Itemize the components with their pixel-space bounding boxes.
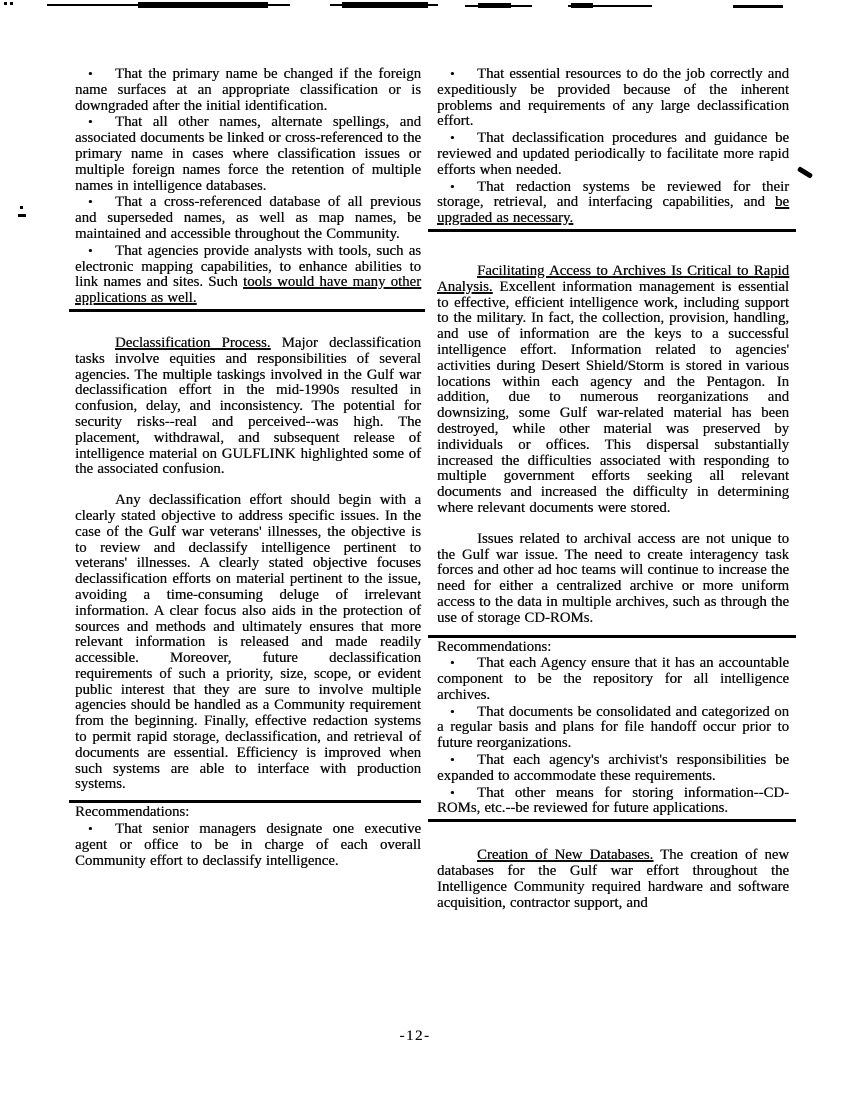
recommendations-label: Recommendations: [75, 804, 190, 821]
bullet-marker: • [88, 114, 93, 130]
bullet-text: That essential resources to do the job correctly and expeditiously be provided because of the inherent problems and requirements of any large declassification effort. [437, 66, 789, 130]
scan-artifact [10, 2, 13, 5]
scan-artifact [138, 2, 268, 8]
section-divider-rule [69, 309, 425, 312]
recommendations-rule [69, 800, 421, 803]
recommendations-label: Recommendations: [437, 638, 552, 655]
paragraph [437, 532, 789, 627]
bullet-item [75, 66, 421, 114]
recommendation-item [437, 704, 789, 752]
page-number: -12- [399, 1028, 431, 1044]
paragraph [75, 493, 421, 793]
bullet-item [437, 179, 789, 227]
bullet-marker: • [450, 703, 455, 719]
bullet-text-underlined: be upgraded as necessary. [437, 194, 789, 227]
scan-artifact [18, 214, 26, 217]
bullet-text: That each Agency ensure that it has an accountable component to be the repository for all intelligence archives. [437, 655, 789, 703]
bullet-text: That other means for storing information--CD-ROMs, etc.--be reviewed for future applications. [437, 784, 789, 817]
bullet-marker: • [450, 655, 455, 671]
bullet-item [75, 194, 421, 242]
recommendations-rule [428, 635, 796, 638]
recommendation-item [75, 821, 421, 869]
bullet-marker: • [88, 66, 93, 81]
left-column [75, 66, 421, 869]
paragraph-text: Any declassification effort should begin with a clearly stated objective to address specific issues. In the case of the Gulf war veterans' illnesses, the objective is to review and declassify intelligence pertinent to veterans' illnesses. A clearly stated objective focuses declassification efforts on material pertinent to the issue, avoiding a time-consuming deluge of irrelevant information. A clear focus also aids in the protection of sources and methods and ultimately ensures that more relevant information is released and made readily accessible. Moreover, future declassification requirements of such a priority, size, scope, or evident public interest that they are sure to involve multiple agencies should be handled as a Community requirement from the beginning. Finally, effective redaction systems to permit rapid storage, declassification, and retrieval of documents are essential. Efficiency is improved when such systems are able to interface with production systems. [75, 492, 421, 793]
scan-artifact [20, 206, 23, 209]
section-divider-rule [428, 229, 796, 232]
paragraph-text: Issues related to archival access are not unique to the Gulf war issue. The need to create interagency task forces and other ad hoc teams will continue to increase the need for either a centralized archive or more uniform access to the data in multiple archives, such as through the use of storage CD-ROMs. [437, 530, 789, 626]
bullet-text: That declassification procedures and guidance be reviewed and updated periodically to facilitate more rapid efforts when needed. [437, 130, 789, 178]
bullet-item [75, 114, 421, 194]
bullet-text: That all other names, alternate spellings, and associated documents be linked or cross-referenced to the primary name in cases where classification issues or multiple foreign names force the retention of multiple names in intelligence databases. [75, 114, 421, 194]
bullet-marker: • [88, 194, 93, 210]
recommendation-item [437, 752, 789, 785]
bullet-marker: • [450, 784, 455, 800]
paragraph-facilitating-access [437, 264, 789, 517]
bullet-marker: • [88, 242, 93, 258]
section-heading: Declassification Process. [115, 334, 271, 351]
scan-artifact [571, 3, 593, 8]
scan-artifact [478, 3, 511, 8]
bullet-marker: • [450, 178, 455, 194]
paragraph-text: The creation of new databases for the Gulf war effort throughout the Intelligence Community required hardware and software acquisition, contractor support, and [437, 847, 789, 911]
bullet-item [75, 243, 421, 307]
recommendation-item [437, 655, 789, 703]
bullet-text: That agencies provide analysts with tools, such as electronic mapping capabilities, to enhance abilities to link names and sites. Such [75, 242, 421, 291]
paragraph-declassification-process [75, 336, 421, 478]
bullet-text: That a cross-referenced database of all previous and superseded names, as well as map names, be maintained and accessible throughout the Community. [75, 194, 421, 242]
bullet-text-underlined: tools would have many other applications as well. [75, 274, 422, 307]
bullet-text: That the primary name be changed if the foreign name surfaces at an appropriate classification or is downgraded after the initial identification. [75, 66, 421, 114]
scan-artifact [733, 5, 783, 8]
section-heading: Facilitating Access to Archives Is Critical to Rapid Analysis. [437, 262, 789, 295]
paragraph-text: Major declassification tasks involve equities and responsibilities of several agencies. The multiple taskings involved in the Gulf war declassification effort in the mid-1990s resulted in confusion, delay, and inconsistency. The potential for security risks--real and perceived--was high. The placement, withdrawal, and subsequent release of intelligence material on GULFLINK highlighted some of the associated confusion. [75, 334, 421, 478]
bullet-item [437, 130, 789, 178]
right-column [437, 60, 789, 911]
paragraph-creation-of-new-databases [437, 848, 789, 911]
section-heading: Creation of New Databases. [477, 847, 654, 864]
bullet-item [437, 66, 789, 130]
bullet-text: That documents be consolidated and categorized on a regular basis and plans for file handoff occur prior to future reorganizations. [437, 703, 789, 752]
scan-artifact [342, 2, 428, 8]
recommendation-item [437, 785, 789, 818]
scan-artifact [4, 2, 7, 5]
paragraph-text: Excellent information management is essential to effective, efficient intelligence work, including support to the military. In fact, the collection, provision, handling, and use of information are the keys to a successful intelligence effort. Information related to agencies' activities during Desert Shield/Storm is stored in various locations within each agency and the Pentagon. In addition, due to numerous reorganizations and downsizing, some Gulf war-related material has been destroyed, while other material was preserved by individuals or offices. This dispersal substantially increased the difficulties associated with responding to multiple government efforts seeking all relevant documents and increased the difficulty in determining where relevant documents were stored. [437, 278, 789, 516]
bullet-marker: • [88, 821, 93, 837]
bullet-text: That redaction systems be reviewed for their storage, retrieval, and interfacing capabilities, and [437, 178, 789, 211]
section-divider-rule [428, 819, 796, 822]
bullet-marker: • [450, 130, 455, 146]
scan-artifact [797, 166, 813, 179]
bullet-marker: • [450, 752, 455, 768]
bullet-text: That each agency's archivist's responsibilities be expanded to accommodate these requirements. [437, 752, 789, 784]
bullet-text: That senior managers designate one executive agent or office to be in charge of each overall Community effort to declassify intelligence. [75, 821, 421, 869]
bullet-marker: • [450, 66, 455, 81]
